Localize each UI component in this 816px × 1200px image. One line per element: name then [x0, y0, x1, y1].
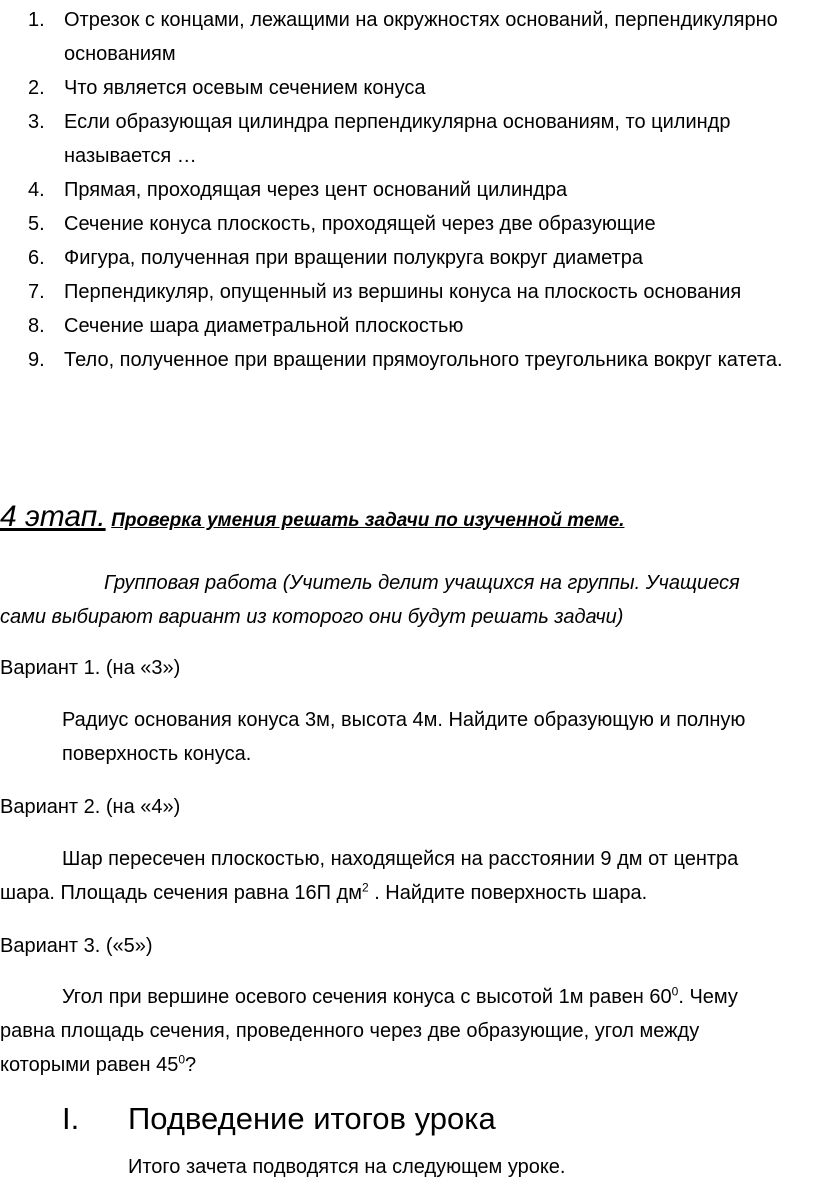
variant-2-task: [0, 842, 816, 910]
section-numeral: I.: [62, 1101, 80, 1136]
list-item-text: Фигура, полученная при вращении полукруга вокруг диаметра: [64, 247, 643, 269]
task-line: [0, 876, 816, 910]
summary-heading: [62, 1098, 496, 1140]
task-text: которыми равен 45: [0, 1054, 179, 1076]
list-item: [28, 105, 808, 173]
list-item-text: Сечение шара диаметральной плоскостью: [64, 315, 464, 337]
list-item-number: 8.: [28, 315, 45, 337]
task-line: равна площадь сечения, проведенного через две образующие, угол между: [0, 1020, 700, 1042]
list-item-text: Отрезок с концами, лежащими на окружностях оснований, перпендикулярно основаниям: [64, 9, 778, 65]
task-text: ?: [185, 1054, 197, 1076]
list-item-number: 3.: [28, 111, 45, 133]
list-item-number: 1.: [28, 9, 45, 31]
list-item-number: 7.: [28, 281, 45, 303]
list-item: [28, 207, 808, 241]
variant-1-task: Радиус основания конуса 3м, высота 4м. Найдите образующую и полную поверхность конуса.: [62, 709, 746, 765]
list-item-number: 4.: [28, 179, 45, 201]
task-text: . Чему: [678, 986, 738, 1008]
list-item: [28, 241, 808, 275]
list-item: [28, 3, 808, 71]
variant-1-label: [0, 651, 816, 685]
list-item-text: Что является осевым сечением конуса: [64, 77, 426, 99]
variant-3-task: [0, 980, 816, 1082]
section-title: Подведение итогов урока: [128, 1101, 496, 1136]
list-item: [28, 343, 808, 377]
questions-list: [28, 3, 808, 377]
list-item-text: Перпендикуляр, опущенный из вершины конуса на плоскость основания: [64, 281, 742, 303]
task-line: [0, 1048, 816, 1082]
variant-3-label: [0, 929, 816, 963]
superscript: 0: [671, 984, 679, 999]
list-item-text: Сечение конуса плоскость, проходящей через две образующие: [64, 213, 656, 235]
stage-title: Проверка умения решать задачи по изученной теме.: [111, 510, 625, 531]
group-note-line: Групповая работа (Учитель делит учащихся на группы. Учащиеся: [104, 572, 740, 594]
group-work-note: [0, 566, 816, 634]
list-item-text: Если образующая цилиндра перпендикулярна основаниям, то цилиндр называется …: [64, 111, 731, 167]
variant-2-label: [0, 790, 816, 824]
superscript: 2: [361, 880, 369, 895]
list-item: [28, 275, 808, 309]
list-item: [28, 71, 808, 105]
task-text: . Найдите поверхность шара.: [368, 882, 648, 904]
list-item-text: Прямая, проходящая через цент оснований цилиндра: [64, 179, 568, 201]
list-item-text: Тело, полученное при вращении прямоугольного треугольника вокруг катета.: [64, 349, 783, 371]
variant-label: Вариант 2. (на «4»): [0, 796, 181, 818]
task-text: Угол при вершине осевого сечения конуса с высотой 1м равен 60: [62, 986, 672, 1008]
list-item-number: 5.: [28, 213, 45, 235]
summary-text: Итого зачета подводятся на следующем уроке.: [128, 1156, 566, 1178]
list-item-number: 2.: [28, 77, 45, 99]
group-note-line: сами выбирают вариант из которого они будут решать задачи): [0, 606, 624, 628]
list-item-number: 6.: [28, 247, 45, 269]
task-text: шара. Площадь сечения равна 16П дм: [0, 882, 362, 904]
stage-number: 4 этап.: [0, 500, 106, 533]
task-line: Шар пересечен плоскостью, находящейся на расстоянии 9 дм от центра: [62, 848, 739, 870]
variant-label: Вариант 1. (на «3»): [0, 657, 181, 679]
list-item: [28, 309, 808, 343]
list-item: [28, 173, 808, 207]
variant-label: Вариант 3. («5»): [0, 935, 153, 957]
superscript: 0: [178, 1052, 185, 1067]
stage-heading: [0, 500, 816, 538]
list-item-number: 9.: [28, 349, 45, 371]
task-line: [0, 980, 816, 1014]
